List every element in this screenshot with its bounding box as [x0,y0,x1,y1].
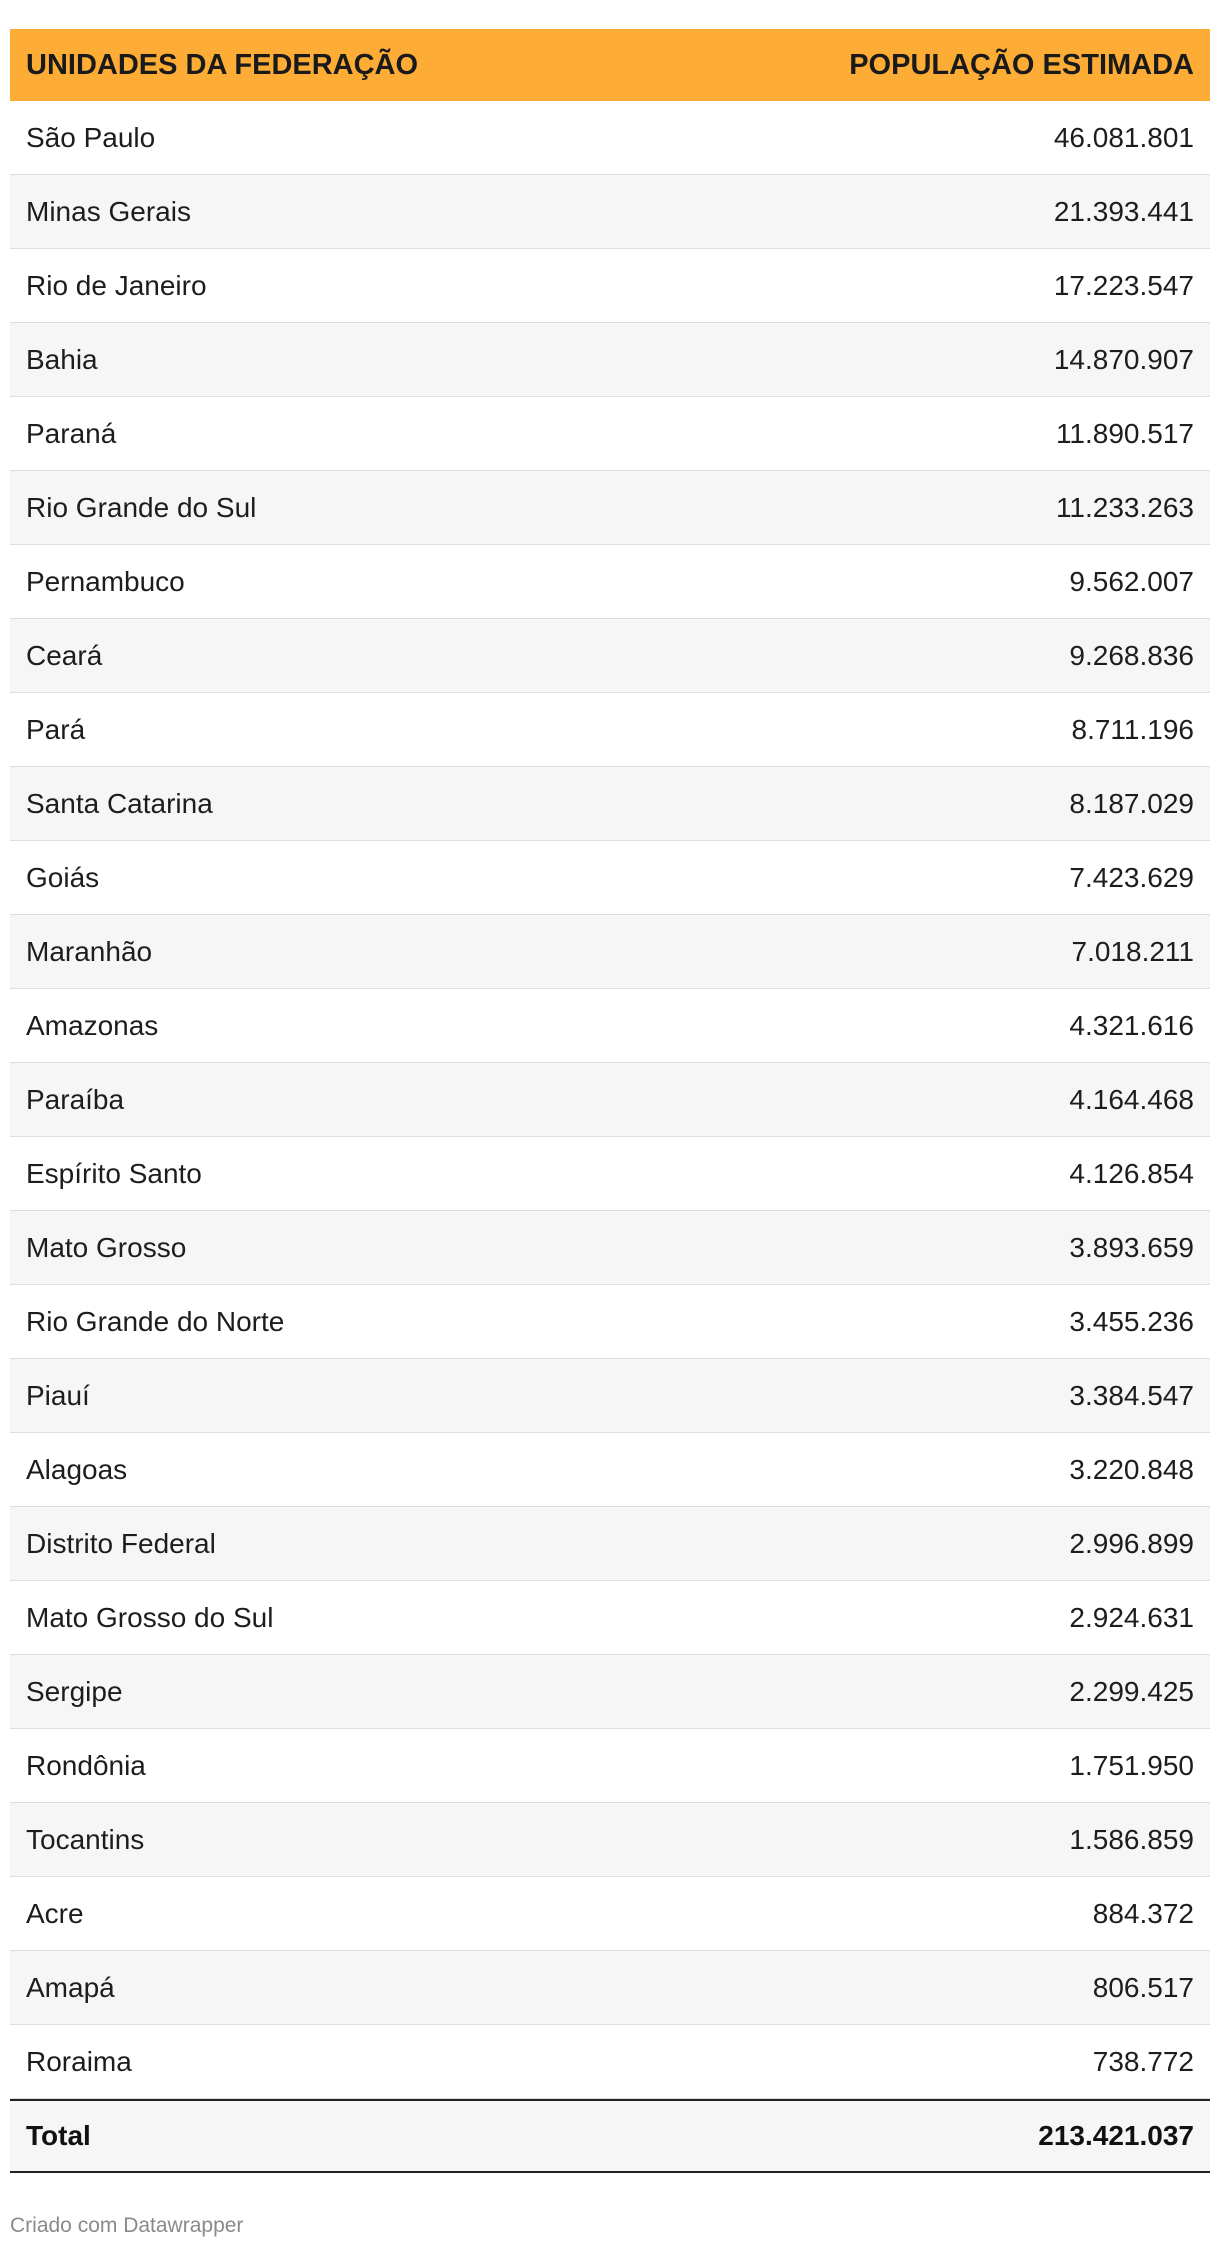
population-value: 8.187.029 [1069,787,1194,819]
table-row [10,915,1210,989]
state-name: Distrito Federal [26,1527,216,1559]
population-value: 3.893.659 [1069,1231,1194,1263]
state-name: Paraná [26,417,117,449]
state-name: Maranhão [26,935,153,967]
state-name: Mato Grosso [26,1231,187,1263]
table-row [10,619,1210,693]
population-value: 8.711.196 [1071,713,1194,745]
state-name: Mato Grosso do Sul [26,1601,274,1633]
population-table [10,29,1210,2173]
population-value: 3.220.848 [1069,1453,1194,1485]
column-header-state[interactable]: UNIDADES DA FEDERAÇÃO [26,48,419,81]
state-name: Paraíba [26,1083,125,1115]
state-name: Goiás [26,861,100,893]
table-body [10,101,1210,2099]
population-value: 884.372 [1092,1897,1194,1929]
table-row [10,1581,1210,1655]
table-row [10,693,1210,767]
population-value: 9.268.836 [1069,639,1194,671]
table-row [10,175,1210,249]
state-name: Ceará [26,639,103,671]
table-row [10,1063,1210,1137]
table-header [10,29,1210,101]
table-row [10,1137,1210,1211]
state-name: Roraima [26,2045,132,2077]
state-name: Pará [26,713,86,745]
population-value: 4.321.616 [1069,1009,1194,1041]
table-row [10,545,1210,619]
population-value: 17.223.547 [1053,269,1194,301]
table-row [10,1655,1210,1729]
population-value: 738.772 [1092,2045,1194,2077]
table-row [10,249,1210,323]
table-row [10,1803,1210,1877]
state-name: Rio de Janeiro [26,269,207,301]
column-header-population[interactable]: POPULAÇÃO ESTIMADA [849,48,1194,81]
state-name: Rio Grande do Norte [26,1305,285,1337]
table-row [10,101,1210,175]
state-name: Amazonas [26,1009,159,1041]
population-value: 11.890.517 [1055,417,1194,449]
table-row [10,1433,1210,1507]
table-row [10,2025,1210,2099]
population-value: 4.126.854 [1069,1157,1194,1189]
population-value: 7.423.629 [1069,861,1194,893]
population-value: 1.751.950 [1069,1749,1194,1781]
table-row [10,1877,1210,1951]
state-name: Minas Gerais [26,195,191,227]
population-value: 14.870.907 [1053,343,1194,375]
population-value: 21.393.441 [1053,195,1194,227]
table-row [10,1507,1210,1581]
table-row [10,1285,1210,1359]
population-value: 3.455.236 [1069,1305,1194,1337]
population-value: 46.081.801 [1053,121,1194,153]
table-row [10,1729,1210,1803]
footer-credit[interactable]: Criado com Datawrapper [10,2214,244,2237]
state-name: Tocantins [26,1823,145,1855]
total-row [10,2099,1210,2173]
total-label: Total [26,2120,91,2151]
state-name: Amapá [26,1971,115,2003]
state-name: Espírito Santo [26,1157,202,1189]
state-name: Bahia [26,343,98,375]
state-name: Piauí [26,1379,90,1411]
table-row [10,471,1210,545]
population-value: 9.562.007 [1069,565,1194,597]
table-row [10,1211,1210,1285]
table-row [10,323,1210,397]
population-value: 2.924.631 [1069,1601,1194,1633]
table-row [10,989,1210,1063]
state-name: Rio Grande do Sul [26,491,257,523]
state-name: Pernambuco [26,565,185,597]
state-name: Acre [26,1897,84,1929]
table-row [10,767,1210,841]
population-value: 1.586.859 [1069,1823,1194,1855]
population-value: 3.384.547 [1069,1379,1194,1411]
population-value: 7.018.211 [1071,935,1194,967]
table-row [10,1951,1210,2025]
total-value: 213.421.037 [1038,2120,1194,2151]
state-name: Rondônia [26,1749,146,1781]
state-name: Santa Catarina [26,787,213,819]
population-value: 2.299.425 [1069,1675,1194,1707]
population-value: 4.164.468 [1069,1083,1194,1115]
table-row [10,397,1210,471]
population-value: 806.517 [1092,1971,1194,2003]
state-name: Alagoas [26,1453,128,1485]
population-value: 11.233.263 [1055,491,1194,523]
table-row [10,1359,1210,1433]
table-row [10,841,1210,915]
state-name: São Paulo [26,121,156,153]
population-value: 2.996.899 [1069,1527,1194,1559]
state-name: Sergipe [26,1675,123,1707]
